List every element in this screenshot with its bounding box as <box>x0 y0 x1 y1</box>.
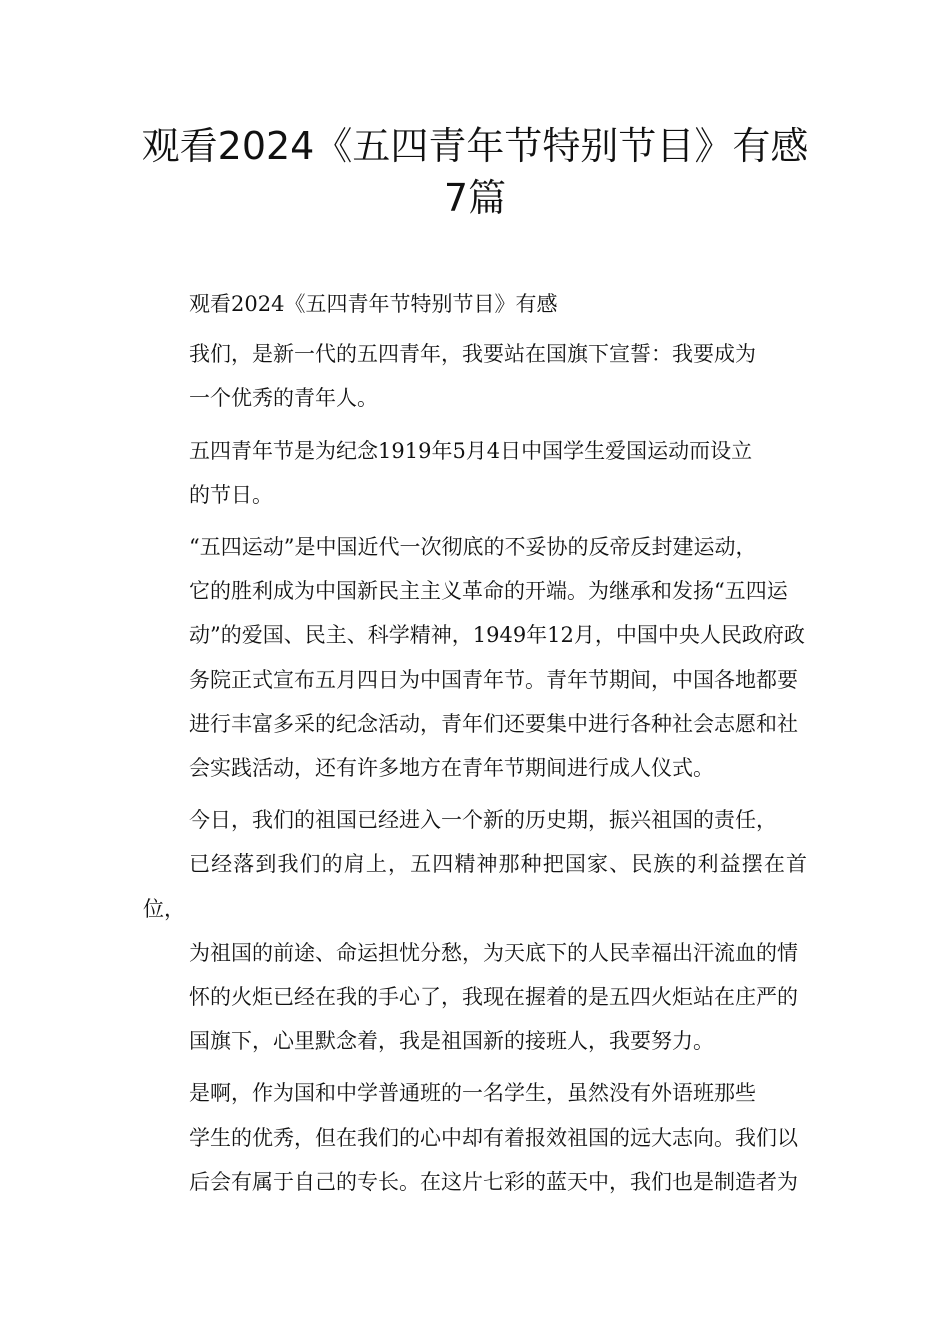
paragraph-2 <box>143 429 807 517</box>
document-title <box>120 120 830 224</box>
paragraph-5 <box>143 1071 807 1204</box>
title-line-2: 7篇 <box>443 176 507 220</box>
section-subheading: 观看2024《五四青年节特别节目》有感 <box>189 292 558 316</box>
paragraph-line: 务院正式宣布五月四日为中国青年节。青年节期间，中国各地都要 <box>189 667 798 692</box>
paragraph-line: 五四青年节是为纪念1919年5月4日中国学生爱国运动而设立 <box>189 438 753 463</box>
paragraph-line: 动”的爱国、民主、科学精神，1949年12月，中国中央人民政府政 <box>189 623 805 648</box>
paragraph-3 <box>143 525 807 790</box>
paragraph-line: 一个优秀的青年人。 <box>189 386 378 411</box>
paragraph-line: “五四运动”是中国近代一次彻底的不妥协的反帝反封建运动， <box>189 535 757 560</box>
paragraph-line: 怀的火炬已经在我的手心了，我现在握着的是五四火炬站在庄严的 <box>189 985 798 1010</box>
paragraph-line: 是啊，作为国和中学普通班的一名学生，虽然没有外语班那些 <box>189 1081 756 1106</box>
paragraph-line: 国旗下，心里默念着，我是祖国新的接班人，我要努力。 <box>189 1029 714 1054</box>
paragraph-line: 它的胜利成为中国新民主主义革命的开端。为继承和发扬“五四运 <box>189 579 788 604</box>
title-line-1: 观看2024《五四青年节特别节目》有感 <box>141 124 809 168</box>
document-body <box>143 282 807 1212</box>
paragraph-line: 的节日。 <box>189 482 273 507</box>
paragraph-line: 为祖国的前途、命运担忧分愁，为天底下的人民幸福出汗流血的情 <box>189 940 798 965</box>
paragraph-line: 进行丰富多采的纪念活动，青年们还要集中进行各种社会志愿和社 <box>189 711 798 736</box>
paragraph-line: 会实践活动，还有许多地方在青年节期间进行成人仪式。 <box>189 756 714 781</box>
paragraph-line: 今日，我们的祖国已经进入一个新的历史期，振兴祖国的责任， <box>189 808 777 833</box>
paragraph-4 <box>143 798 807 1063</box>
paragraph-line: 我们，是新一代的五四青年，我要站在国旗下宣誓：我要成为 <box>189 342 756 367</box>
paragraph-line: 学生的优秀，但在我们的心中却有着报效祖国的远大志向。我们以 <box>189 1125 798 1150</box>
paragraph-line: 已经落到我们的肩上，五四精神那种把国家、民族的利益摆在首位， <box>143 852 807 921</box>
paragraph-line: 后会有属于自己的专长。在这片七彩的蓝天中，我们也是制造者为 <box>189 1169 798 1194</box>
paragraph-1 <box>143 332 807 420</box>
